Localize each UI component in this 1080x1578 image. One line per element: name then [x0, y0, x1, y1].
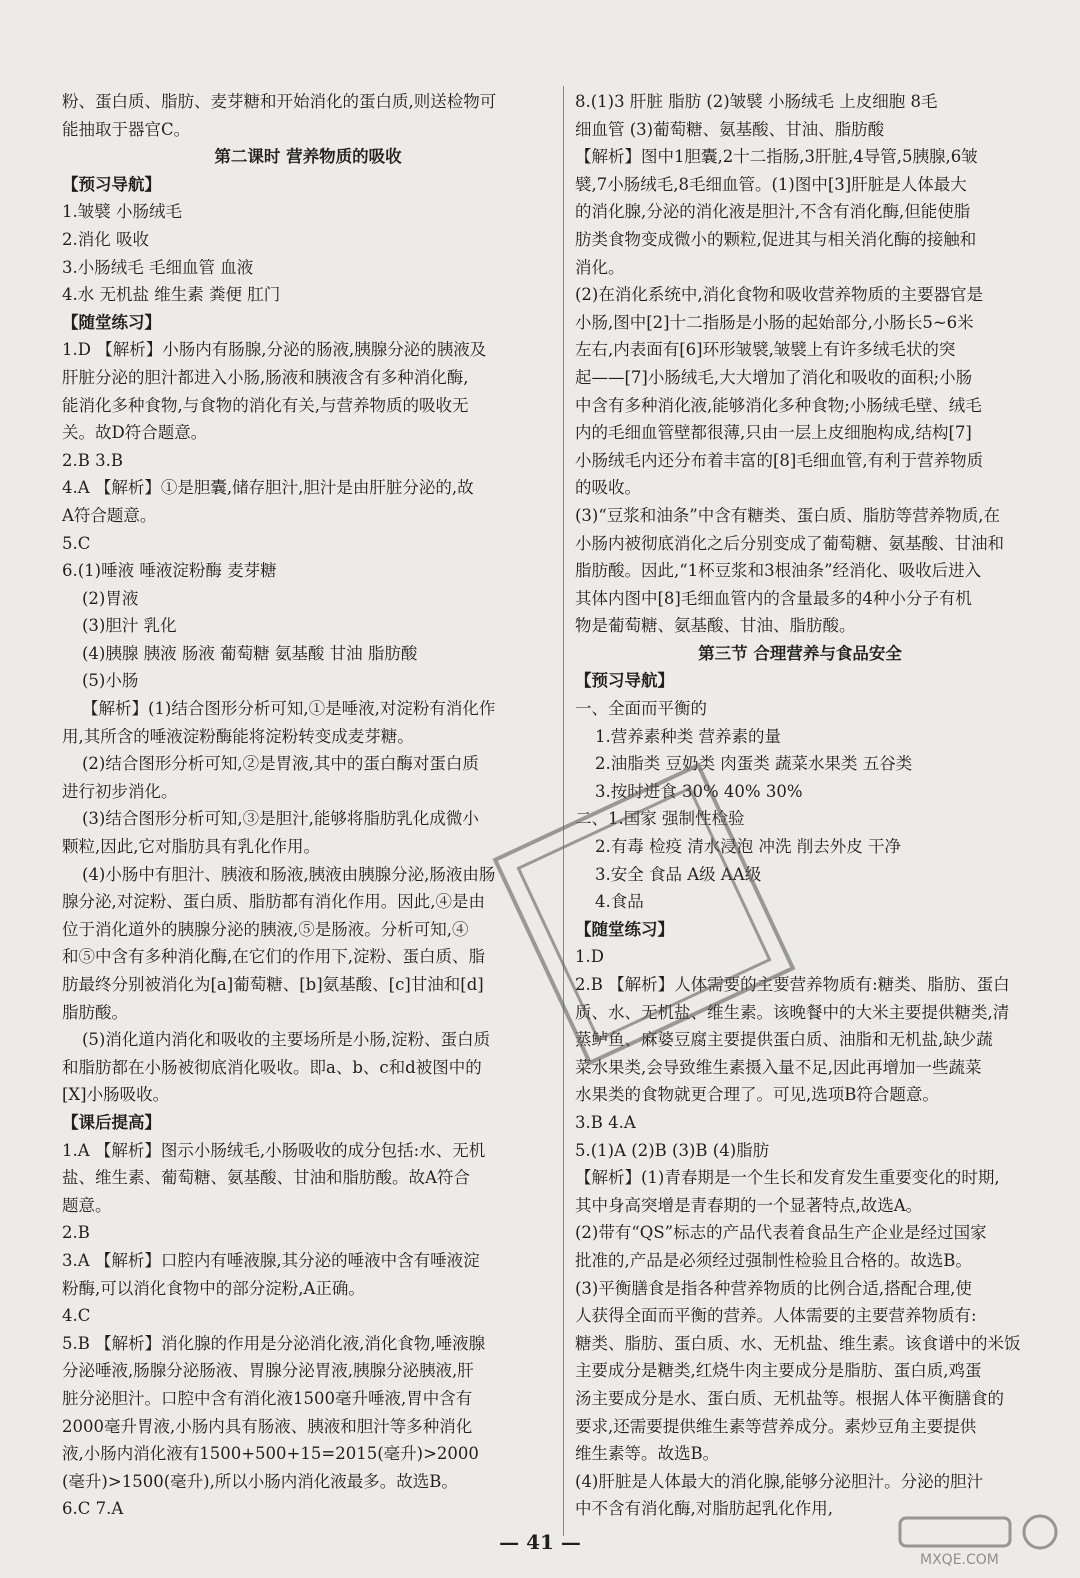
left-text-line: A符合题意。 — [62, 505, 157, 525]
left-text-line: 6.C 7.A — [62, 1499, 124, 1519]
left-text-line: 粉酶,可以消化食物中的部分淀粉,A正确。 — [62, 1278, 365, 1298]
right-text-line: 起——[7]小肠绒毛,大大增加了消化和吸收的面积;小肠 — [575, 367, 973, 387]
right-text-line: 小肠,图中[2]十二指肠是小肠的起始部分,小肠长5~6米 — [575, 312, 974, 332]
right-text-line: 糖类、脂肪、蛋白质、水、无机盐、维生素。该食谱中的米饭 — [575, 1333, 1021, 1353]
right-text-line: 菜水果类,会导致维生素摄入量不足,因此再增加一些蔬菜 — [575, 1057, 982, 1077]
right-text-line: 汤主要成分是水、蛋白质、无机盐等。根据人体平衡膳食的 — [575, 1388, 1004, 1408]
right-text-line: 3.B 4.A — [575, 1112, 636, 1132]
column-divider — [563, 86, 564, 1536]
left-text-line: 【预习导航】 — [62, 174, 161, 194]
right-text-line: 脂肪酸。因此,“1杯豆浆和3根油条”经消化、吸收后进入 — [575, 561, 982, 581]
left-text-line: 液,小肠内消化液有1500+500+15=2015(毫升)>2000 — [62, 1444, 479, 1464]
watermark-text: MXQE.COM — [920, 1552, 999, 1568]
left-text-line: (4)小肠中有胆汁、胰液和肠液,胰液由胰腺分泌,肠液由肠 — [82, 864, 496, 884]
left-text-line: (3)胆汁 乳化 — [82, 616, 177, 636]
right-text-line: 【预习导航】 — [575, 671, 674, 691]
right-text-line: 1.营养素种类 营养素的量 — [595, 726, 781, 746]
left-text-line: 1.D 【解析】小肠内有肠腺,分泌的肠液,胰腺分泌的胰液及 — [62, 340, 487, 360]
page-number: — 41 — — [499, 1530, 581, 1554]
left-text-line: 位于消化道外的胰腺分泌的胰液,⑤是肠液。分析可知,④ — [62, 919, 469, 939]
right-text-line: 【随堂练习】 — [575, 919, 674, 939]
left-text-line: 3.小肠绒毛 毛细血管 血液 — [62, 257, 254, 277]
left-text-line: 5.B 【解析】消化腺的作用是分泌消化液,消化食物,唾液腺 — [62, 1333, 486, 1353]
right-text-line: 内的毛细血管壁都很薄,只由一层上皮细胞构成,结构[7] — [575, 423, 972, 443]
right-text-line: 小肠绒毛内还分布着丰富的[8]毛细血管,有利于营养物质 — [575, 450, 984, 470]
left-column — [62, 88, 554, 1523]
left-text-line: 4.C — [62, 1306, 91, 1326]
left-text-line: 1.A 【解析】图示小肠绒毛,小肠吸收的成分包括:水、无机 — [62, 1140, 486, 1160]
left-text-line: 腺分泌,对淀粉、蛋白质、脂肪都有消化作用。因此,④是由 — [62, 892, 485, 912]
left-text-line: [X]小肠吸收。 — [62, 1085, 170, 1105]
right-text-line: 3.按时进食 30% 40% 30% — [595, 781, 803, 801]
right-text-line: 中不含有消化酶,对脂肪起乳化作用, — [575, 1499, 833, 1519]
right-text-line: 5.(1)A (2)B (3)B (4)脂肪 — [575, 1140, 770, 1160]
left-text-line: 粉、蛋白质、脂肪、麦芽糖和开始消化的蛋白质,则送检物可 — [62, 92, 497, 111]
right-text-line: 中含有多种消化液,能够消化多种食物;小肠绒毛壁、绒毛 — [575, 395, 982, 415]
right-text-line: 的吸收。 — [575, 478, 641, 498]
left-text-line: 2000毫升胃液,小肠内具有肠液、胰液和胆汁等多种消化 — [62, 1416, 473, 1436]
right-text-line: 4.食品 — [595, 892, 644, 912]
left-text-line: 颗粒,因此,它对脂肪具有乳化作用。 — [62, 837, 320, 857]
right-text-line: 1.D — [575, 947, 604, 967]
left-text-line: 3.A 【解析】口腔内有唾液腺,其分泌的唾液中含有唾液淀 — [62, 1250, 480, 1270]
left-text-line: 能抽取于器官C。 — [62, 119, 191, 139]
right-text-line: 质、水、无机盐、维生素。该晚餐中的大米主要提供糖类,清 — [575, 1002, 1010, 1022]
right-text-line: 【解析】(1)青春期是一个生长和发育发生重要变化的时期, — [575, 1168, 1000, 1188]
left-text-line: (毫升)>1500(毫升),所以小肠内消化液最多。故选B。 — [62, 1471, 458, 1491]
right-text-line: 【解析】图中1胆囊,2十二指肠,3肝脏,4导管,5胰腺,6皱 — [575, 147, 978, 167]
left-text-line: 4.水 无机盐 维生素 粪便 肛门 — [62, 285, 281, 305]
right-text-line: 襞,7小肠绒毛,8毛细血管。(1)图中[3]肝脏是人体最大 — [575, 174, 967, 194]
left-text-line: 和⑤中含有多种消化酶,在它们的作用下,淀粉、蛋白质、脂 — [62, 947, 485, 967]
left-text-line: (2)胃液 — [82, 588, 139, 608]
left-text-line: (3)结合图形分析可知,③是胆汁,能够将脂肪乳化成微小 — [82, 809, 479, 829]
left-text-line: 肪最终分别被消化为[a]葡萄糖、[b]氨基酸、[c]甘油和[d] — [62, 975, 484, 994]
right-text-line: 肪类食物变成微小的颗粒,促进其与相关消化酶的接触和 — [575, 229, 977, 249]
left-text-line: 4.A 【解析】①是胆囊,储存胆汁,胆汁是由肝脏分泌的,故 — [62, 478, 474, 498]
right-text-line: (2)在消化系统中,消化食物和吸收营养物质的主要器官是 — [575, 285, 984, 305]
left-text-line: 第二课时 营养物质的吸收 — [214, 147, 402, 167]
right-text-line: 二、1.国家 强制性检验 — [575, 809, 745, 829]
left-text-line: 和脂肪都在小肠被彻底消化吸收。即a、b、c和d被图中的 — [62, 1057, 482, 1077]
left-text-line: 2.消化 吸收 — [62, 229, 149, 249]
right-text-line: 左右,内表面有[6]环形皱襞,皱襞上有许多绒毛状的突 — [575, 340, 956, 360]
left-text-line: (5)消化道内消化和吸收的主要场所是小肠,淀粉、蛋白质 — [82, 1030, 491, 1050]
right-text-line: 8.(1)3 肝脏 脂肪 (2)皱襞 小肠绒毛 上皮细胞 8毛 — [575, 92, 938, 111]
right-text-line: 第三节 合理营养与食品安全 — [698, 643, 902, 663]
left-text-line: 6.(1)唾液 唾液淀粉酶 麦芽糖 — [62, 561, 277, 581]
right-text-line: 2.油脂类 豆奶类 肉蛋类 蔬菜水果类 五谷类 — [595, 754, 913, 774]
right-text-line: 水果类的食物就更合理了。可见,选项B符合题意。 — [575, 1085, 939, 1105]
right-text-line: 3.安全 食品 A级 AA级 — [595, 864, 762, 884]
left-text-line: 2.B — [62, 1223, 90, 1243]
right-text-line: (2)带有“QS”标志的产品代表着食品生产企业是经过国家 — [575, 1223, 987, 1243]
left-text-line: 5.C — [62, 533, 91, 553]
left-text-line: 【课后提高】 — [62, 1112, 161, 1132]
right-text-line: 2.B 【解析】人体需要的主要营养物质有:糖类、脂肪、蛋白 — [575, 975, 1010, 994]
left-text-line: 【解析】(1)结合图形分析可知,①是唾液,对淀粉有消化作 — [82, 699, 496, 719]
left-text-line: 关。故D符合题意。 — [62, 423, 208, 443]
left-text-line: 盐、维生素、葡萄糖、氨基酸、甘油和脂肪酸。故A符合 — [62, 1168, 470, 1188]
right-text-line: (4)肝脏是人体最大的消化腺,能够分泌胆汁。分泌的胆汁 — [575, 1471, 984, 1491]
watermark-logo — [890, 1510, 1070, 1570]
left-text-line: 脏分泌胆汁。口腔中含有消化液1500毫升唾液,胃中含有 — [62, 1388, 473, 1408]
left-text-line: (2)结合图形分析可知,②是胃液,其中的蛋白酶对蛋白质 — [82, 754, 479, 774]
left-text-line: 能消化多种食物,与食物的消化有关,与营养物质的吸收无 — [62, 395, 469, 415]
right-text-line: 一、全面而平衡的 — [575, 699, 707, 719]
left-text-line: 肝脏分泌的胆汁都进入小肠,肠液和胰液含有多种消化酶, — [62, 367, 469, 387]
right-text-line: 小肠内被彻底消化之后分别变成了葡萄糖、氨基酸、甘油和 — [575, 533, 1004, 553]
right-text-line: (3)平衡膳食是指各种营养物质的比例合适,搭配合理,使 — [575, 1278, 972, 1298]
right-text-line: 其中身高突增是青春期的一个显著特点,故选A。 — [575, 1195, 923, 1215]
right-text-line: 其体内图中[8]毛细血管内的含量最多的4种小分子有机 — [575, 588, 972, 608]
right-text-line: 物是葡萄糖、氨基酸、甘油、脂肪酸。 — [575, 616, 856, 636]
left-text-line: 题意。 — [62, 1195, 112, 1215]
left-text-line: 【随堂练习】 — [62, 312, 161, 332]
left-text-line: 分泌唾液,肠腺分泌肠液、胃腺分泌胃液,胰腺分泌胰液,肝 — [62, 1361, 474, 1381]
right-text-line: 细血管 (3)葡萄糖、氨基酸、甘油、脂肪酸 — [575, 119, 885, 139]
right-text-line: 的消化腺,分泌的消化液是胆汁,不含有消化酶,但能使脂 — [575, 202, 971, 222]
right-text-line: (3)“豆浆和油条”中含有糖类、蛋白质、脂肪等营养物质,在 — [575, 505, 1000, 525]
left-text-line: 用,其所含的唾液淀粉酶能将淀粉转变成麦芽糖。 — [62, 726, 414, 746]
left-text-line: (5)小肠 — [82, 671, 139, 691]
right-text-line: 消化。 — [575, 257, 625, 277]
right-text-line: 蒸鲈鱼、麻婆豆腐主要提供蛋白质、油脂和无机盐,缺少蔬 — [575, 1030, 993, 1050]
left-text-line: 脂肪酸。 — [62, 1002, 128, 1022]
left-text-line: 2.B 3.B — [62, 450, 123, 470]
right-text-line: 人获得全面而平衡的营养。人体需要的主要营养物质有: — [575, 1306, 977, 1326]
right-text-line: 批准的,产品是必须经过强制性检验且合格的。故选B。 — [575, 1250, 972, 1270]
left-text-line: (4)胰腺 胰液 肠液 葡萄糖 氨基酸 甘油 脂肪酸 — [82, 643, 418, 663]
right-text-line: 维生素等。故选B。 — [575, 1444, 720, 1464]
left-text-line: 进行初步消化。 — [62, 781, 178, 801]
left-text-line: 1.皱襞 小肠绒毛 — [62, 202, 182, 222]
right-text-line: 2.有毒 检疫 清水浸泡 冲洗 削去外皮 干净 — [595, 837, 901, 857]
right-text-line: 主要成分是糖类,红烧牛肉主要成分是脂肪、蛋白质,鸡蛋 — [575, 1361, 982, 1381]
right-text-line: 要求,还需要提供维生素等营养成分。素炒豆角主要提供 — [575, 1416, 977, 1436]
